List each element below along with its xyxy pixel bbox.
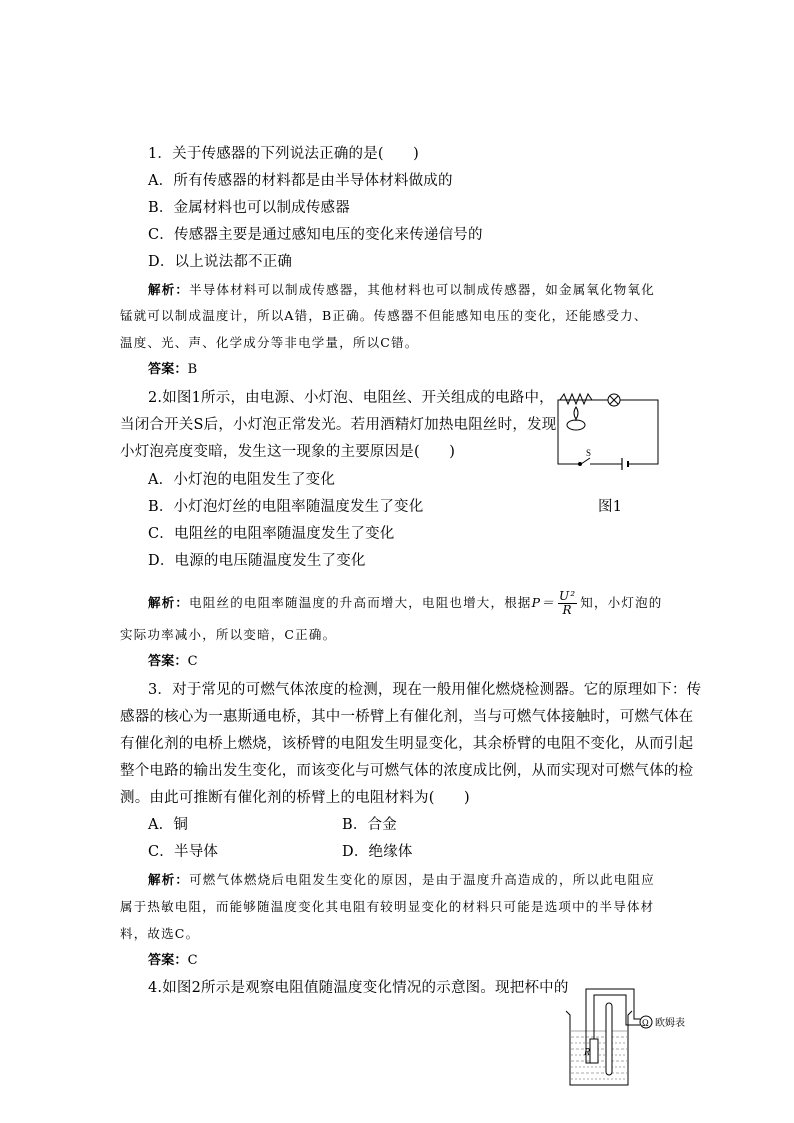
q1-option-c: C．传感器主要是通过感知电压的变化来传递信号的 — [148, 227, 483, 243]
answer-label: 答案： — [148, 953, 188, 968]
answer-value: C — [187, 654, 198, 669]
q3-option-b: B．合金 — [342, 817, 397, 833]
beaker — [566, 1011, 632, 1085]
q1-analysis-line-1 — [148, 280, 655, 300]
analysis-label: 解析： — [148, 872, 190, 887]
q1-analysis-line-3: 温度、光、声、化学成分等非电学量，所以C错。 — [120, 335, 419, 350]
q3-option-c: C．半导体 — [148, 844, 219, 860]
switch-label: S — [586, 448, 592, 458]
wire-1 — [594, 995, 640, 1039]
q1-answer — [148, 360, 197, 380]
q3-analysis-line-2: 属于热敏电阻，而能够随温度变化其电阻有较明显变化的材料只可能是选项中的半导体材 — [120, 899, 655, 914]
q1-option-b: B．金属材料也可以制成传感器 — [148, 200, 350, 216]
figure-1-circuit — [550, 388, 670, 470]
q1-option-a: A．所有传感器的材料都是由半导体材料做成的 — [148, 173, 453, 189]
formula-fraction — [558, 590, 577, 617]
answer-value: C — [187, 953, 198, 968]
q3-option-d: D．绝缘体 — [342, 844, 413, 860]
analysis-text: 电阻丝的电阻率随温度的升高而增大，电阻也增大，根据 — [189, 595, 532, 610]
q2-option-d: D．电源的电压随温度发生了变化 — [148, 553, 366, 569]
q2-option-a: A．小灯泡的电阻发生了变化 — [148, 472, 336, 488]
resistance-wire — [560, 394, 592, 404]
resistor — [590, 1039, 598, 1063]
analysis-text: 可燃气体燃烧后电阻发生变化的原因，是由于温度升高造成的，所以此电阻应 — [189, 872, 655, 887]
ohmmeter-symbol: Ω — [642, 1018, 649, 1028]
formula-numerator: U² — [558, 589, 577, 603]
analysis-label: 解析： — [148, 595, 190, 610]
q2-stem-line-3: 小灯泡亮度变暗，发生这一现象的主要原因是( ) — [120, 444, 456, 460]
q2-answer — [148, 652, 198, 672]
q3-option-a: A．铜 — [148, 817, 189, 833]
q3-answer — [148, 951, 198, 971]
figure-1-caption: 图1 — [598, 499, 623, 515]
thermometer — [606, 1003, 612, 1075]
q3-stem-line-5: 测。由此可推断有催化剂的桥臂上的电阻材料为( ) — [120, 790, 470, 806]
q2-stem-line-2: 当闭合开关S后，小灯泡正常发光。若用酒精灯加热电阻丝时，发现 — [120, 417, 557, 433]
q4-stem: 4.如图2所示是观察电阻值随温度变化情况的示意图。现把杯中的 — [148, 980, 569, 996]
q1-option-d: D．以上说法都不正确 — [148, 254, 293, 270]
circuit-wire-right — [620, 400, 658, 464]
q2-analysis-line-2: 实际功率减小，所以变暗，C正确。 — [120, 627, 337, 642]
q3-analysis-line-1 — [148, 870, 655, 890]
answer-value: B — [187, 362, 198, 377]
q2-option-c: C．电阻丝的电阻率随温度发生了变化 — [148, 526, 395, 542]
flame — [574, 407, 578, 419]
analysis-text: 半导体材料可以制成传感器，其他材料也可以制成传感器，如金属氧化物氧化 — [189, 282, 655, 297]
alcohol-lamp — [567, 420, 585, 430]
q3-analysis-line-3: 料，故选C。 — [120, 926, 200, 941]
switch-lever — [581, 458, 590, 464]
circuit-wire-left — [558, 400, 608, 464]
q3-stem-line-1: 3．对于常见的可燃气体浓度的检测，现在一般用催化燃烧检测器。它的原理如下：传 — [148, 682, 702, 698]
figure-2-apparatus — [560, 985, 700, 1090]
q1-stem: 1．关于传感器的下列说法正确的是( ) — [148, 146, 420, 162]
water — [571, 1031, 627, 1079]
q2-stem-line-1: 2.如图1所示，由电源、小灯泡、电阻丝、开关组成的电路中， — [148, 390, 554, 406]
resistor-label: R — [584, 1047, 591, 1058]
q3-stem-line-3: 有催化剂的电桥上燃烧，该桥臂的电阻发生明显变化，其余桥臂的电阻不变化，从而引起 — [120, 736, 694, 752]
formula-lhs: P＝ — [531, 595, 555, 610]
analysis-label: 解析： — [148, 282, 190, 297]
answer-label: 答案： — [148, 654, 188, 669]
q2-option-b: B．小灯泡灯丝的电阻率随温度发生了变化 — [148, 499, 424, 515]
q3-stem-line-2: 感器的核心为一惠斯通电桥，其中一桥臂上有催化剂，当与可燃气体接触时，可燃气体在 — [120, 709, 694, 725]
q2-analysis-line-1 — [148, 590, 662, 617]
ohmmeter-label: 欧姆表 — [655, 1018, 685, 1029]
q3-stem-line-4: 整个电路的输出发生变化，而该变化与可燃气体的浓度成比例，从而实现对可燃气体的检 — [120, 763, 694, 779]
q1-analysis-line-2: 锰就可以制成温度计，所以A错，B正确。传感器不但能感知电压的变化，还能感受力、 — [120, 308, 648, 323]
analysis-text: 知，小灯泡的 — [580, 595, 663, 610]
formula-denominator: R — [562, 603, 573, 617]
answer-label: 答案： — [148, 362, 188, 377]
